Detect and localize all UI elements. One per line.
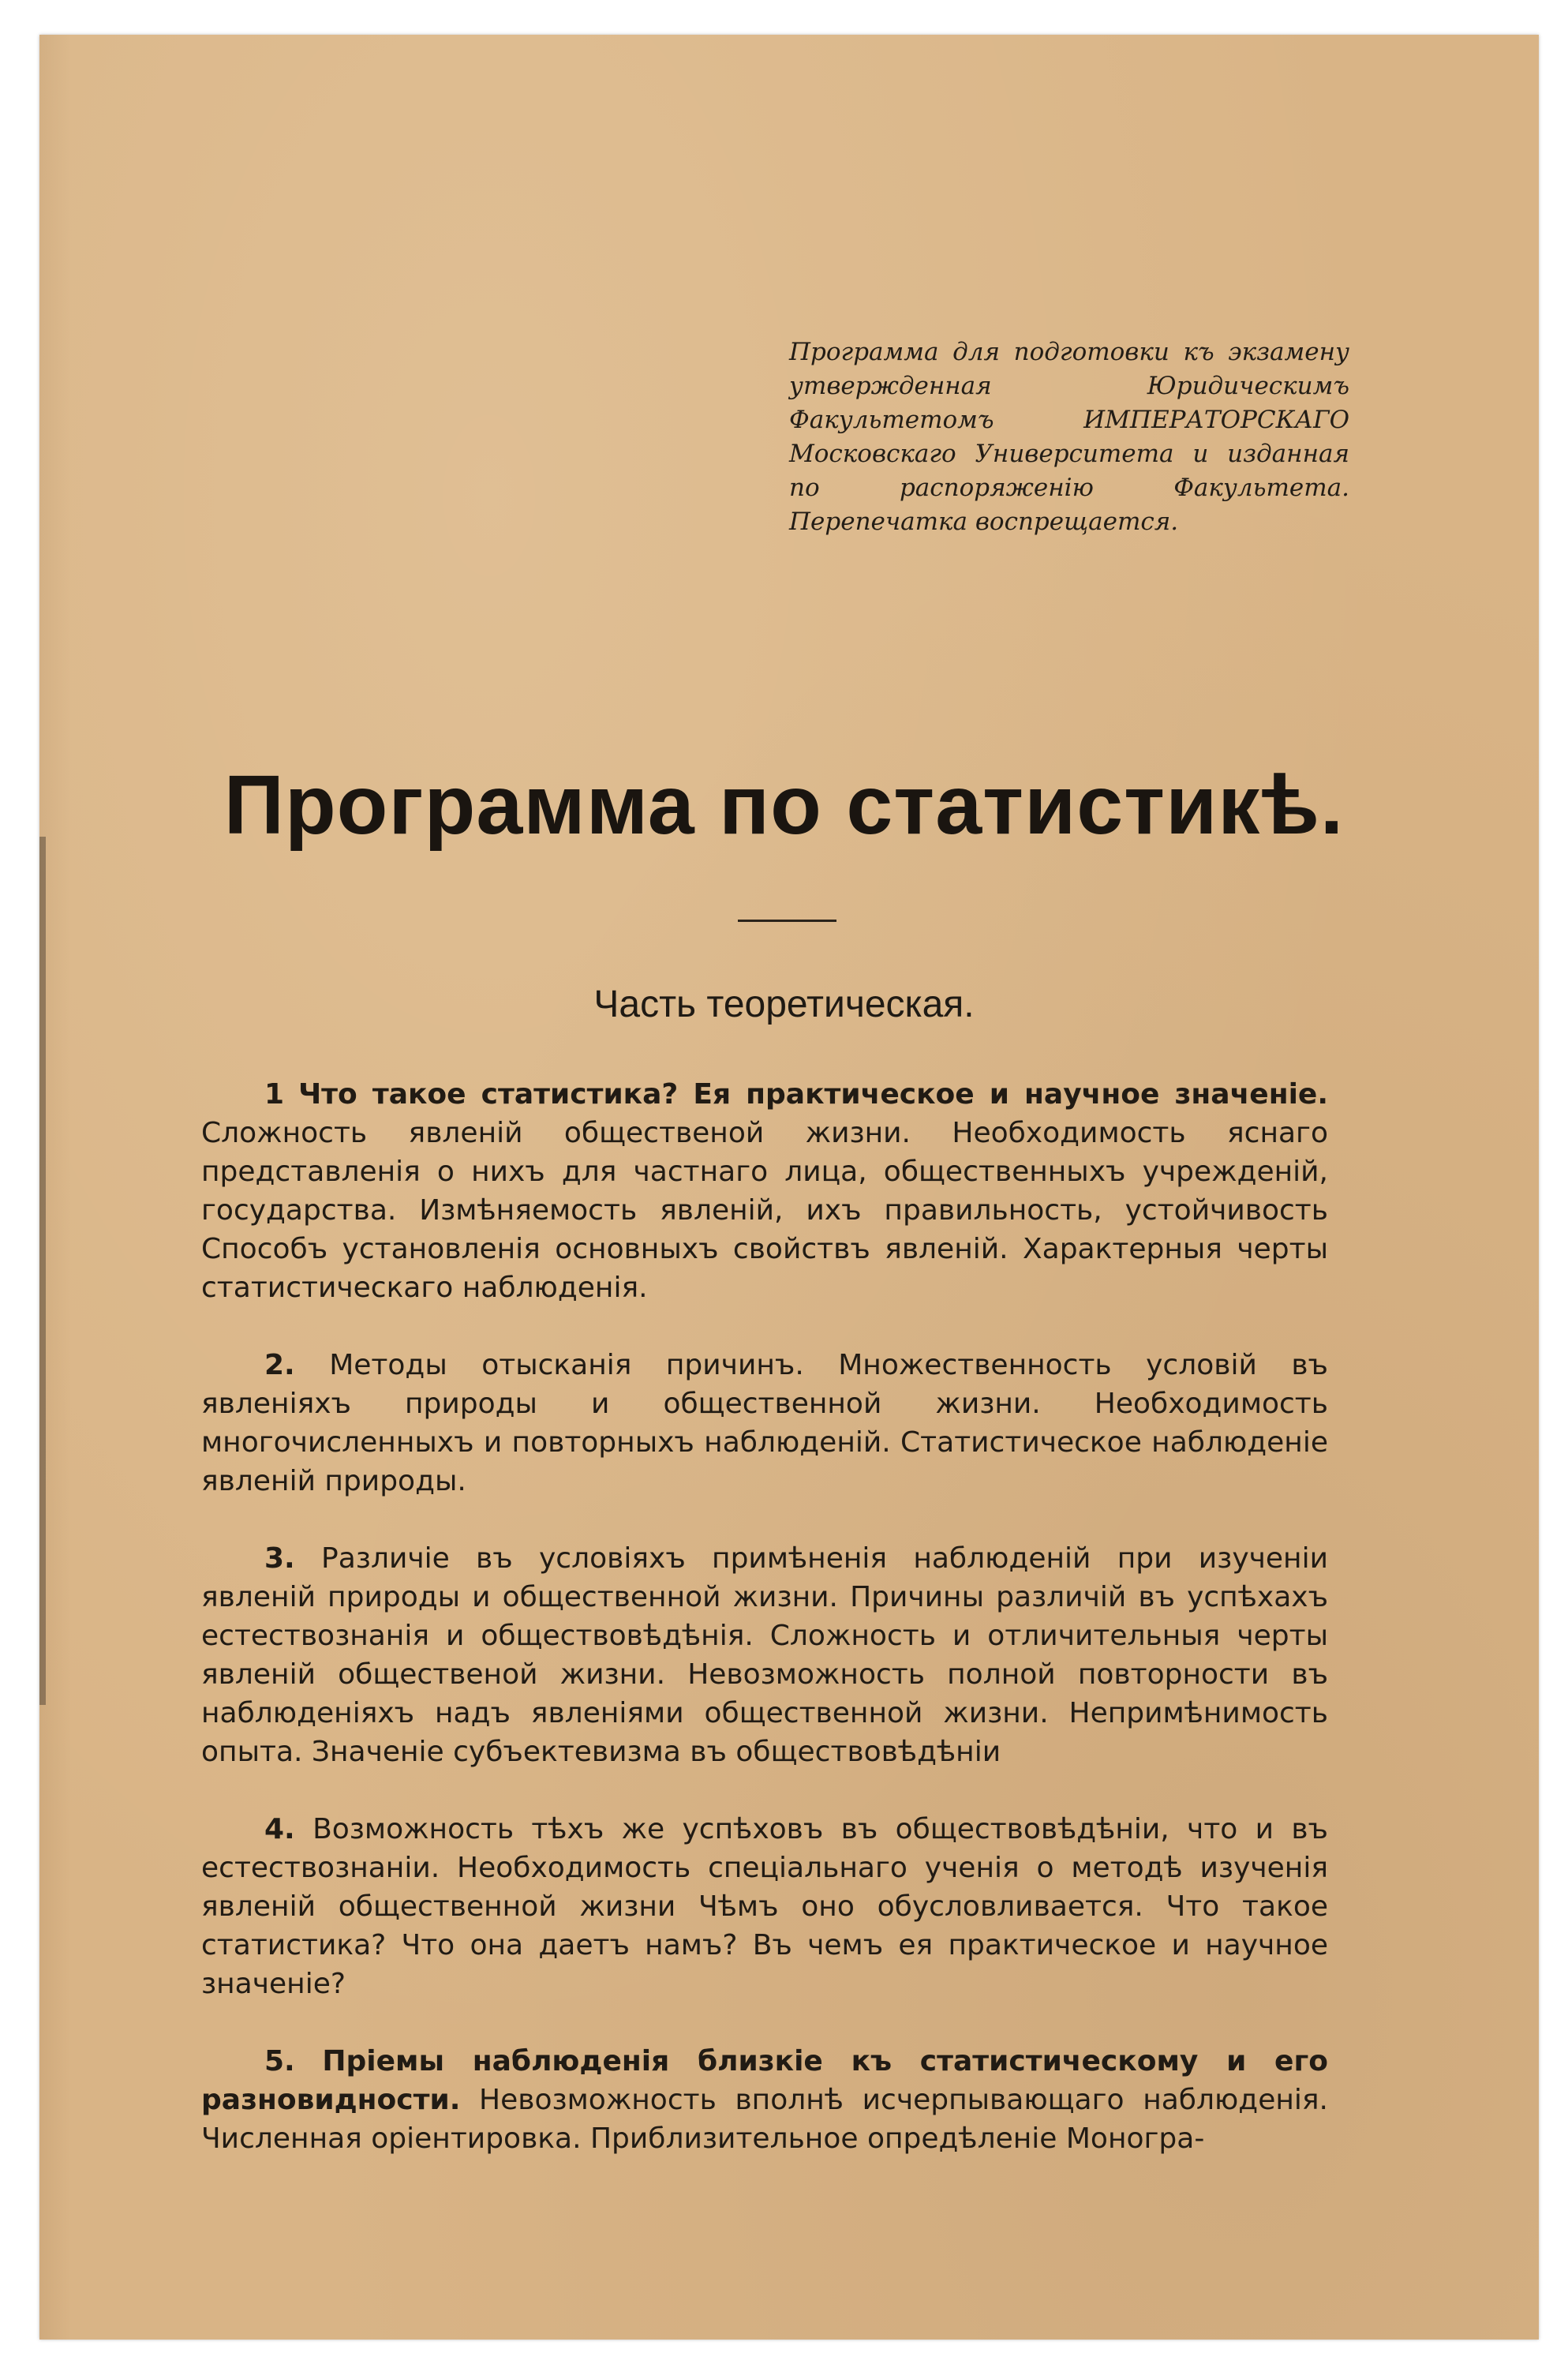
paragraph-number: 3. xyxy=(264,1542,295,1575)
paragraph-number: 4. xyxy=(264,1813,295,1845)
paragraph-2 xyxy=(201,1346,1328,1500)
reprint-notice: Программа для подготовки къ экзамену утвержденная Юридическимъ Факультетомъ ИМПЕРАТОРСКАГО Московскаго Университета и изданная по распоряженію Факультета. Перепечатка воспрещается. xyxy=(789,338,1349,536)
document-body xyxy=(201,1075,1328,2197)
paragraph-text: Различіе въ условіяхъ примѣненія наблюденій при изученіи явленій природы и общественной жизни. Причины различій въ успѣхахъ естествознанія и обществовѣдѣнія. Сложность и отличительныя черты явленій общественой жизни. Невозможность полной повторности въ наблюденіяхъ надъ явленіями общественной жизни. Непримѣнимость опыта. Значеніе субъектевизма въ обществовѣдѣніи xyxy=(201,1542,1328,1768)
paragraph-1 xyxy=(201,1075,1328,1307)
title-divider xyxy=(738,920,836,922)
page-title: Программа по статистикѣ. xyxy=(223,759,1345,852)
paragraph-number: 5. xyxy=(264,2045,295,2077)
part-heading: Часть теоретическая. xyxy=(593,983,975,1025)
paragraph-3 xyxy=(201,1539,1328,1771)
paragraph-4 xyxy=(201,1810,1328,2003)
paragraph-5 xyxy=(201,2042,1328,2158)
paragraph-text: Сложность явленій общественой жизни. Необходимость яснаго представленія о нихъ для частнаго лица, общественныхъ учрежденій, государства. Измѣняемость явленій, ихъ правильность, устойчивость Способъ установленія основныхъ свойствъ явленій. Характерныя черты статистическаго наблюденія. xyxy=(201,1117,1328,1304)
paragraph-number: 2. xyxy=(264,1349,295,1381)
paragraph-text: Возможность тѣхъ же успѣховъ въ обществовѣдѣніи, что и въ естествознаніи. Необходимость спеціальнаго ученія о методѣ изученія явленій общественной жизни Чѣмъ оно обусловливается. Что такое статистика? Что она даетъ намъ? Въ чемъ ея практическое и научное значеніе? xyxy=(201,1813,1328,2000)
paragraph-lead: Пріемы наблюденія близкіе къ статистическому и его разновидности. xyxy=(201,2045,1328,2116)
paragraph-text: Невозможность вполнѣ исчерпывающаго наблюденія. Численная оріентировка. Приблизительное опредѣленіе Моногра- xyxy=(201,2084,1328,2155)
paragraph-lead: Что такое статистика? Ея практическое и научное значеніе. xyxy=(298,1078,1328,1111)
paragraph-text: Методы отысканія причинъ. Множественность условій въ явленіяхъ природы и общественной жизни. Необходимость многочисленныхъ и повторныхъ наблюденій. Статистическое наблюденіе явленій природы. xyxy=(201,1349,1328,1497)
paragraph-number: 1 xyxy=(264,1078,285,1111)
